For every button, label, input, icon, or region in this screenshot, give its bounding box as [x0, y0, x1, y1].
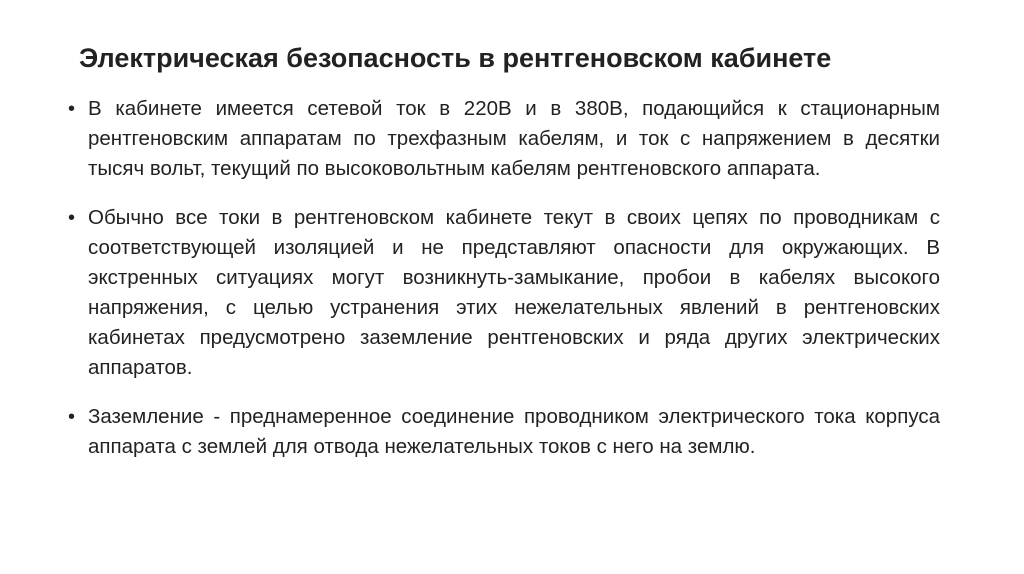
bullet-dot-icon: • [68, 406, 76, 428]
bullet-item [68, 402, 940, 462]
bullet-item [68, 203, 940, 383]
bullet-list [68, 94, 940, 481]
bullet-dot-icon: • [68, 207, 76, 229]
bullet-text: В кабинете имеется сетевой ток в 220В и в 380В, подающийся к стационарным рентгеновским аппаратам по трехфазным кабелям, и ток с напряжением в десятки тысяч вольт, текущий по высоковольтным кабелям рентгеновского аппарата. [88, 97, 940, 180]
bullet-text: Обычно все токи в рентгеновском кабинете текут в своих цепях по проводникам с соответствующей изоляцией и не представляют опасности для окружающих. В экстренных ситуациях могут возникнуть-замыкание, пробои в кабелях высокого напряжения, с целью устранения этих нежелательных явлений в рентгеновских кабинетах предусмотрено заземление рентгеновских и ряда других электрических аппаратов. [88, 206, 940, 379]
bullet-item [68, 94, 940, 184]
bullet-text: Заземление - преднамеренное соединение проводником электрического тока корпуса аппарата с землей для отвода нежелательных токов с него на землю. [88, 405, 940, 458]
slide-title: Электрическая безопасность в рентгеновском кабинете [79, 43, 832, 73]
bullet-dot-icon: • [68, 98, 76, 120]
